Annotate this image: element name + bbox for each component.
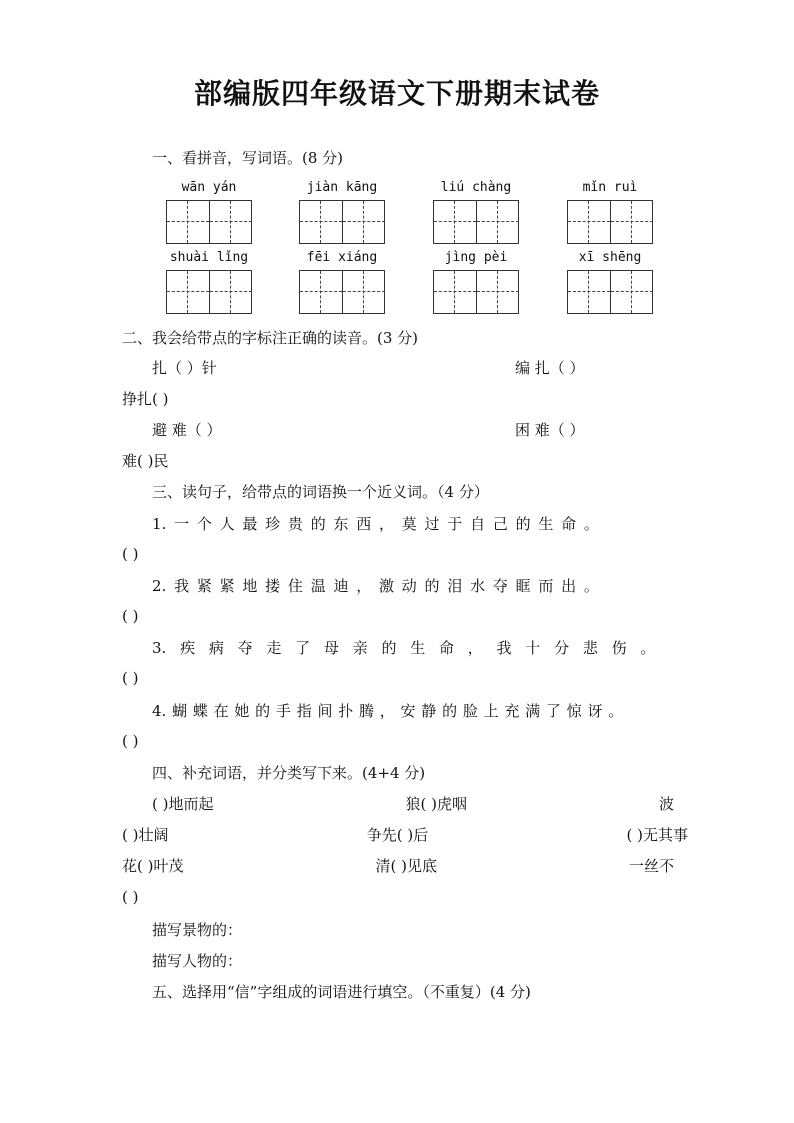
- q5-heading: 五、选择用“信”字组成的词语进行填空。（不重复）(4 分): [152, 983, 531, 1001]
- writing-grid[interactable]: [166, 200, 252, 244]
- q4-row-2: [122, 825, 688, 845]
- q3-heading: 三、读句子，给带点的词语换一个近义词。（4 分）: [152, 483, 489, 501]
- grid-cell[interactable]: [476, 271, 518, 313]
- grid-cell[interactable]: [434, 271, 476, 313]
- pinyin-label: jiàn kāng: [306, 180, 378, 195]
- q3-sentence-4: 4. 蝴 蝶 在 她 的 手 指 间 扑 腾 ， 安 静 的 脸 上 充 满 了 惊 讶 。: [152, 702, 624, 720]
- q1-heading: 一、看拼音，写词语。(8 分): [152, 149, 344, 167]
- grid-cell[interactable]: [610, 201, 652, 243]
- grid-cell[interactable]: [610, 271, 652, 313]
- pinyin-label: fēi xiáng: [306, 250, 378, 265]
- q2-item-bianzha[interactable]: 编 扎（ ）: [515, 359, 585, 377]
- idiom-blank[interactable]: ( )地而起: [152, 795, 214, 813]
- grid-cell[interactable]: [167, 271, 209, 313]
- q2-heading: 二、我会给带点的字标注正确的读音。(3 分): [122, 329, 419, 347]
- idiom-blank[interactable]: ( )壮阔: [122, 826, 169, 844]
- idiom-blank[interactable]: 一丝不: [628, 857, 674, 875]
- q4-heading: 四、补充词语，并分类写下来。(4+4 分): [152, 764, 426, 782]
- q2-item-nanmin[interactable]: 难( )民: [122, 452, 169, 470]
- grid-cell[interactable]: [209, 201, 251, 243]
- idiom-blank[interactable]: 波: [658, 795, 674, 813]
- writing-grid[interactable]: [567, 200, 653, 244]
- q4-row-1: [152, 794, 674, 814]
- writing-grid[interactable]: [299, 200, 385, 244]
- pinyin-label: shuài lǐng: [169, 250, 249, 265]
- idiom-blank[interactable]: ( )无其事: [626, 826, 688, 844]
- q2-item-zhengzha[interactable]: 挣扎( ): [122, 390, 169, 408]
- page-title: 部编版四年级语文下册期末试卷: [193, 77, 600, 110]
- q2-item-zhen[interactable]: 扎（ ）针: [152, 359, 217, 377]
- writing-grid[interactable]: [166, 270, 252, 314]
- pinyin-label: liú chàng: [440, 180, 512, 195]
- q3-sentence-2: 2. 我 紧 紧 地 搂 住 温 迪 ， 激 动 的 泪 水 夺 眶 而 出 。: [152, 577, 599, 595]
- q3-blank-2[interactable]: ( ): [122, 607, 139, 625]
- grid-cell[interactable]: [209, 271, 251, 313]
- grid-cell[interactable]: [476, 201, 518, 243]
- people-label: 描写人物的：: [152, 952, 243, 970]
- q3-blank-3[interactable]: ( ): [122, 669, 139, 687]
- q3-sentence-1: 1. 一 个 人 最 珍 贵 的 东 西 ， 莫 过 于 自 己 的 生 命 。: [152, 515, 599, 533]
- scenery-label: 描写景物的：: [152, 921, 243, 939]
- writing-grid[interactable]: [433, 200, 519, 244]
- writing-grid[interactable]: [299, 270, 385, 314]
- pinyin-label: xī shēng: [578, 250, 642, 265]
- q3-blank-1[interactable]: ( ): [122, 545, 139, 563]
- pinyin-label: mǐn ruì: [582, 180, 638, 195]
- q3-blank-4[interactable]: ( ): [122, 732, 139, 750]
- q2-item-kunnan[interactable]: 困 难（ ）: [515, 421, 585, 439]
- grid-cell[interactable]: [434, 201, 476, 243]
- idiom-blank[interactable]: ( ): [122, 888, 139, 906]
- pinyin-label: wān yán: [181, 180, 237, 195]
- grid-cell[interactable]: [342, 271, 384, 313]
- writing-grid[interactable]: [433, 270, 519, 314]
- grid-cell[interactable]: [300, 201, 342, 243]
- grid-cell[interactable]: [300, 271, 342, 313]
- grid-cell[interactable]: [568, 201, 610, 243]
- q2-item-binan[interactable]: 避 难（ ）: [152, 421, 222, 439]
- grid-cell[interactable]: [568, 271, 610, 313]
- idiom-blank[interactable]: 狼( )虎咽: [405, 795, 467, 813]
- idiom-blank[interactable]: 花( )叶茂: [122, 857, 184, 875]
- writing-grid[interactable]: [567, 270, 653, 314]
- grid-cell[interactable]: [167, 201, 209, 243]
- q3-sentence-3: 3. 疾 病 夺 走 了 母 亲 的 生 命 ， 我 十 分 悲 伤 。: [152, 639, 656, 657]
- grid-cell[interactable]: [342, 201, 384, 243]
- pinyin-label: jìng pèi: [444, 250, 508, 265]
- idiom-blank[interactable]: 清( )见底: [375, 857, 437, 875]
- idiom-blank[interactable]: 争先( )后: [366, 826, 429, 844]
- q4-row-3: [122, 856, 674, 876]
